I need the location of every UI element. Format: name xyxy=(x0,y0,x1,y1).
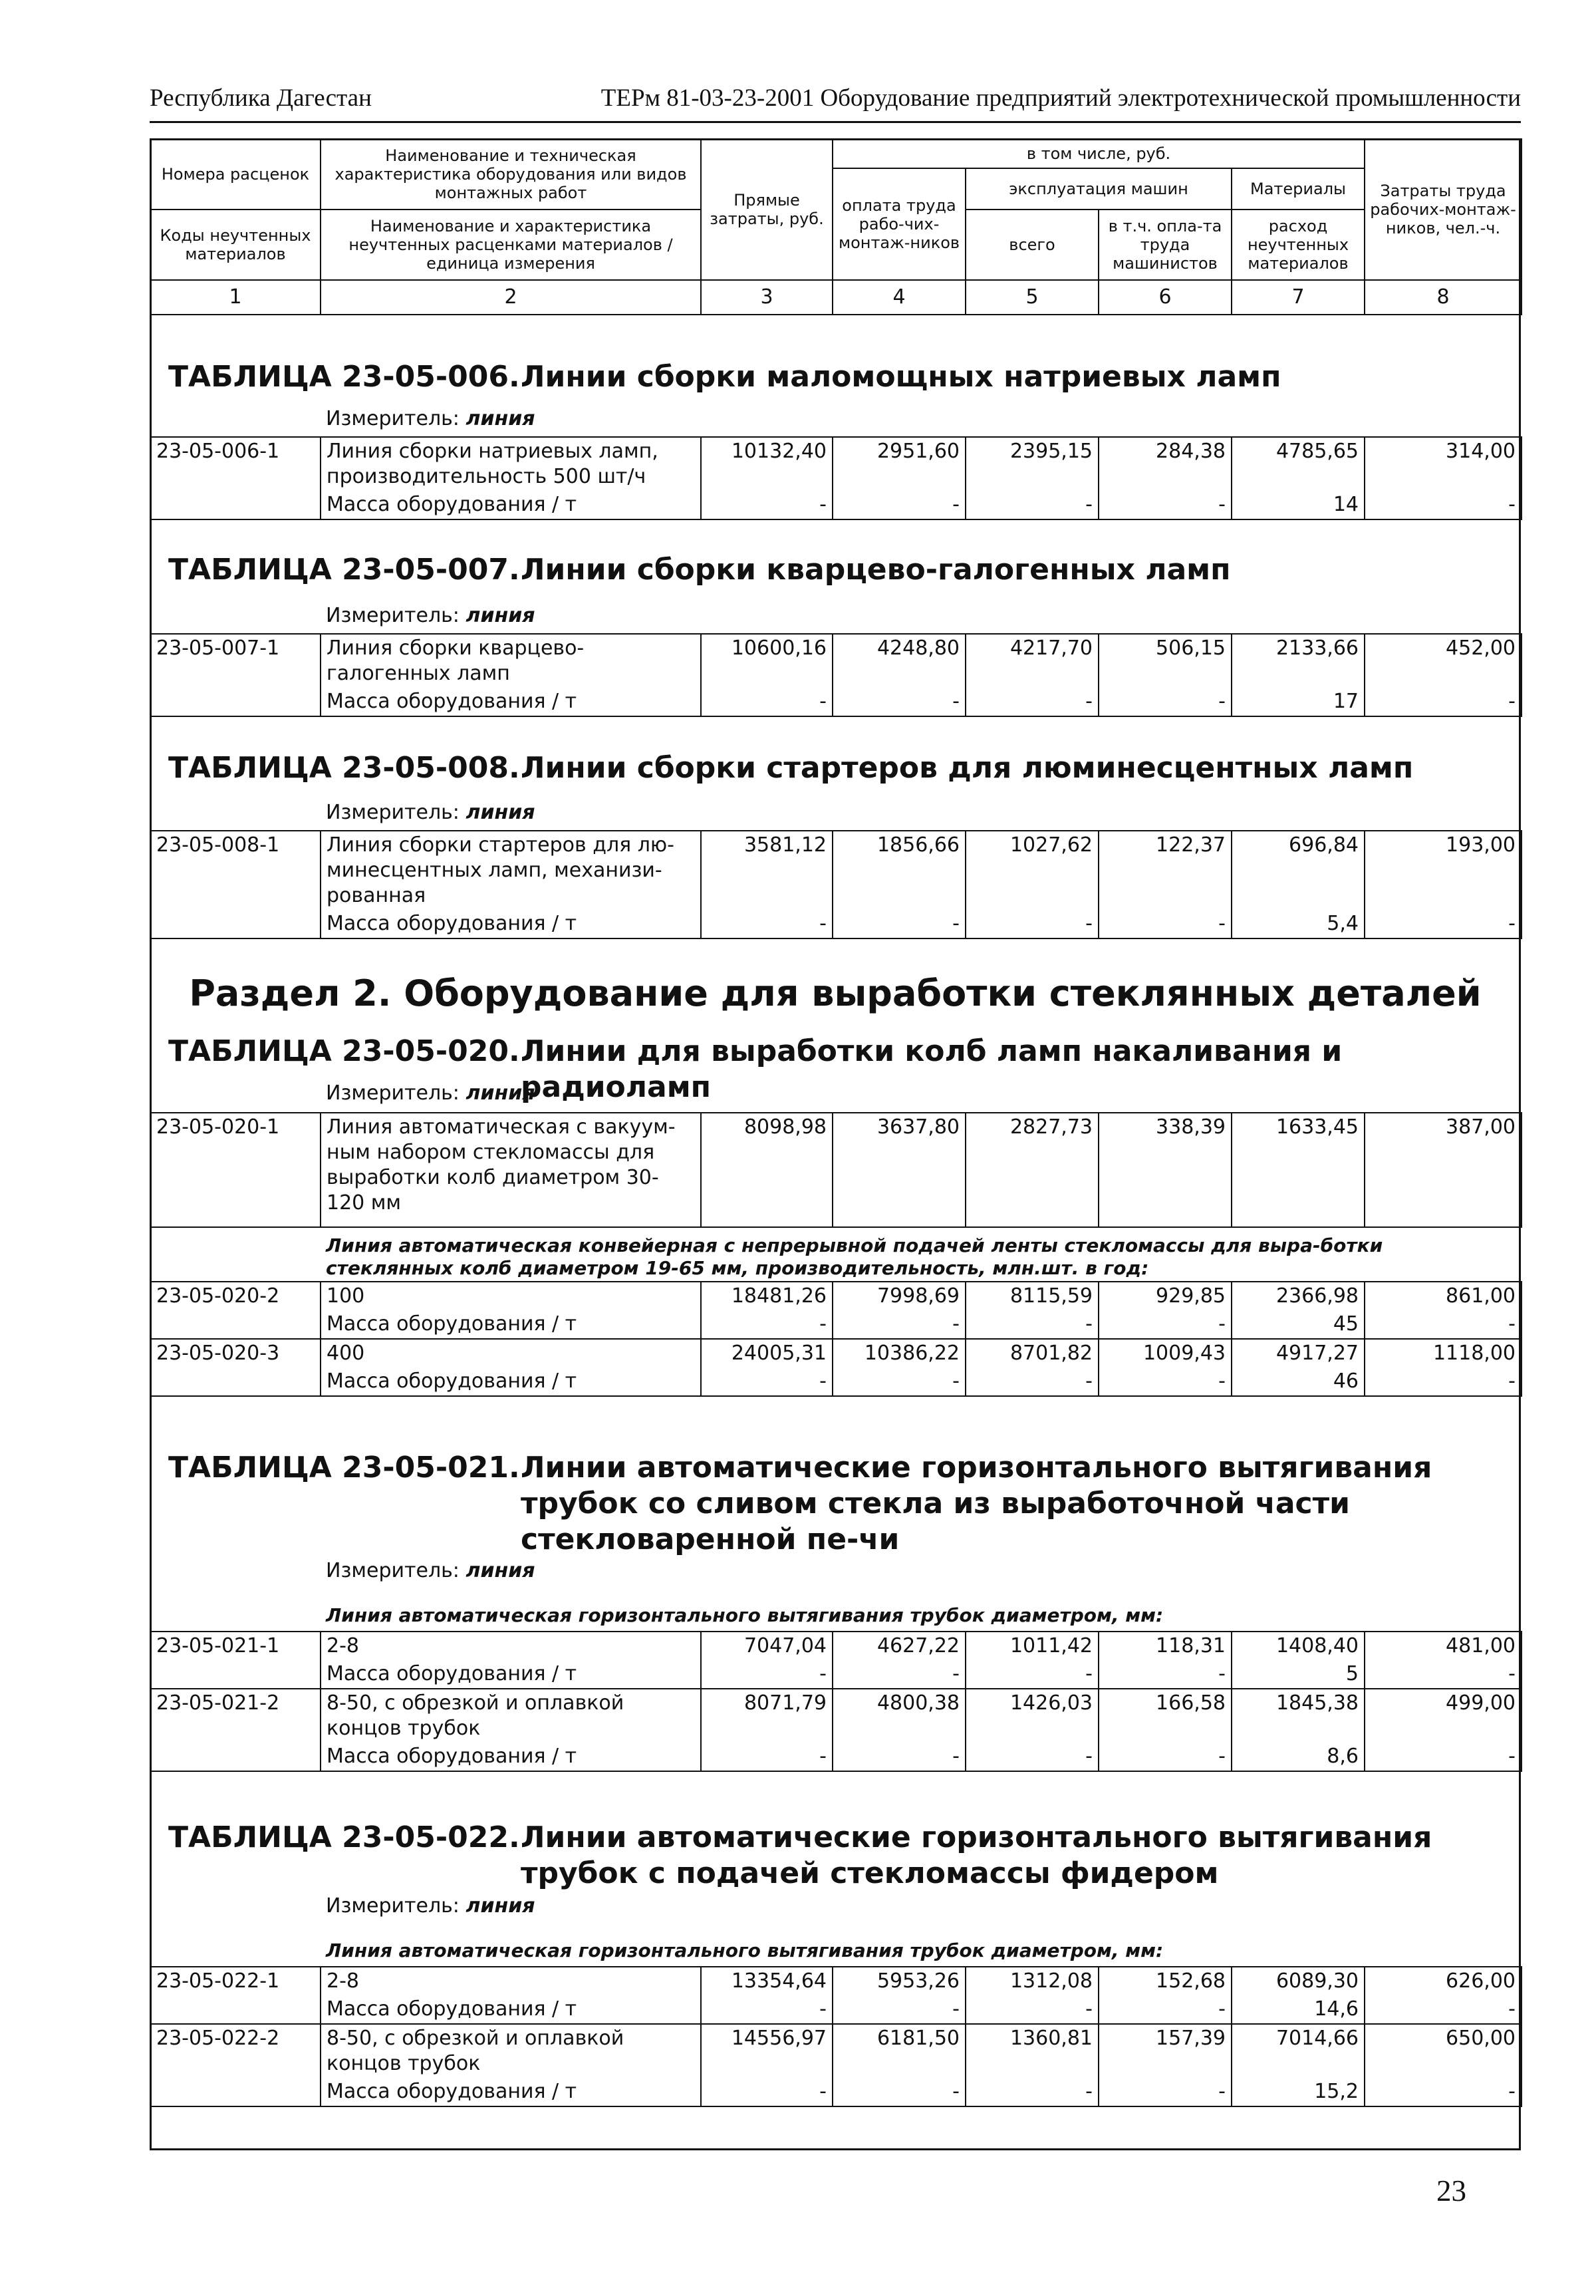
cell: 157,39 xyxy=(1099,2024,1232,2078)
cell: 626,00 xyxy=(1365,1967,1522,1995)
table-caption xyxy=(168,750,1414,786)
cell: - xyxy=(966,1367,1099,1396)
table-label: ТАБЛИЦА 23-05-021. xyxy=(168,1451,520,1485)
unit-value: линия xyxy=(466,801,535,824)
unit-line xyxy=(326,1559,535,1582)
cell: 929,85 xyxy=(1099,1282,1232,1310)
cell: - xyxy=(1365,1367,1522,1396)
row-name: 2-8 xyxy=(321,1632,701,1660)
row-name: 400 xyxy=(321,1339,701,1367)
cell: 8,6 xyxy=(1232,1743,1365,1771)
hdr-col1-bottom: Коды неучтенных материалов xyxy=(150,210,321,280)
row-name: 8-50, с обрезкой и оплавкой концов трубок xyxy=(321,2024,701,2078)
cell: - xyxy=(966,1995,1099,2024)
row-name: 100 xyxy=(321,1282,701,1310)
cell: 1856,66 xyxy=(833,831,966,910)
cell: - xyxy=(1365,688,1522,716)
cell: - xyxy=(1365,1660,1522,1689)
cell: - xyxy=(701,1310,833,1339)
hdr-num: 6 xyxy=(1099,280,1232,315)
cell: 1845,38 xyxy=(1232,1689,1365,1743)
row-code: 23-05-020-1 xyxy=(150,1113,321,1227)
cell: 24005,31 xyxy=(701,1339,833,1367)
data-table xyxy=(150,1631,1522,1772)
cell: - xyxy=(1365,491,1522,519)
unit-value: линия xyxy=(466,1894,535,1918)
table-caption xyxy=(168,1450,1432,1556)
row-code: 23-05-021-2 xyxy=(150,1689,321,1743)
row-code: 23-05-020-3 xyxy=(150,1339,321,1367)
cell: 2133,66 xyxy=(1232,634,1365,688)
cell: 3637,80 xyxy=(833,1113,966,1227)
cell: 1408,40 xyxy=(1232,1632,1365,1660)
cell: - xyxy=(833,1743,966,1771)
cell: 8115,59 xyxy=(966,1282,1099,1310)
row-code xyxy=(150,688,321,716)
cell: - xyxy=(701,1743,833,1771)
cell: 4917,27 xyxy=(1232,1339,1365,1367)
cell: 650,00 xyxy=(1365,2024,1522,2078)
table-title: Линии автоматические горизонтального вытягивания трубок с подачей стекломассы фидером xyxy=(521,1820,1432,1890)
mass-label: Масса оборудования / т xyxy=(321,2078,701,2106)
cell: 152,68 xyxy=(1099,1967,1232,1995)
cell: 18481,26 xyxy=(701,1282,833,1310)
table-caption xyxy=(168,552,1231,588)
hdr-num: 1 xyxy=(150,280,321,315)
hdr-group: в том числе, руб. xyxy=(833,139,1365,168)
row-code: 23-05-006-1 xyxy=(150,437,321,491)
cell: 118,31 xyxy=(1099,1632,1232,1660)
cell: 4217,70 xyxy=(966,634,1099,688)
cell: - xyxy=(966,910,1099,938)
data-table xyxy=(150,633,1522,717)
cell: 314,00 xyxy=(1365,437,1522,491)
cell: 10132,40 xyxy=(701,437,833,491)
table-caption xyxy=(168,1820,1432,1890)
hdr-col7-top: Материалы xyxy=(1232,168,1365,210)
cell: - xyxy=(701,688,833,716)
table-title: Линии автоматические горизонтального вытягивания трубок со сливом стекла из выработочной части стекловаренной пе-чи xyxy=(521,1451,1432,1556)
table-label: ТАБЛИЦА 23-05-008. xyxy=(168,751,520,785)
cell: 10600,16 xyxy=(701,634,833,688)
mass-label: Масса оборудования / т xyxy=(321,910,701,938)
row-code: 23-05-022-1 xyxy=(150,1967,321,1995)
cell: 1426,03 xyxy=(966,1689,1099,1743)
cell: - xyxy=(1365,1743,1522,1771)
cell: 7047,04 xyxy=(701,1632,833,1660)
table-label: ТАБЛИЦА 23-05-020. xyxy=(168,1034,520,1068)
unit-line xyxy=(326,1081,535,1105)
table-title: Линии для выработки колб ламп накаливания и радиоламп xyxy=(521,1034,1343,1104)
cell: 4627,22 xyxy=(833,1632,966,1660)
cell: - xyxy=(1099,1995,1232,2024)
cell: 45 xyxy=(1232,1310,1365,1339)
table-caption xyxy=(168,359,1281,395)
cell: - xyxy=(966,688,1099,716)
cell: 4248,80 xyxy=(833,634,966,688)
hdr-num: 5 xyxy=(966,280,1099,315)
cell: 17 xyxy=(1232,688,1365,716)
cell: 122,37 xyxy=(1099,831,1232,910)
cell: 5,4 xyxy=(1232,910,1365,938)
unit-label: Измеритель: xyxy=(326,1559,460,1582)
cell: - xyxy=(966,2078,1099,2106)
cell: - xyxy=(833,1310,966,1339)
cell: - xyxy=(966,1743,1099,1771)
cell: 7014,66 xyxy=(1232,2024,1365,2078)
hdr-num: 2 xyxy=(321,280,701,315)
cell: 1312,08 xyxy=(966,1967,1099,1995)
cell: 5 xyxy=(1232,1660,1365,1689)
cell: - xyxy=(701,1367,833,1396)
cell: 387,00 xyxy=(1365,1113,1522,1227)
row-name: 2-8 xyxy=(321,1967,701,1995)
mass-label: Масса оборудования / т xyxy=(321,688,701,716)
row-name: Линия сборки натриевых ламп, производительность 500 шт/ч xyxy=(321,437,701,491)
data-table xyxy=(150,1112,1522,1228)
row-code xyxy=(150,1367,321,1396)
hdr-num: 3 xyxy=(701,280,833,315)
table-title: Линии сборки стартеров для люминесцентных ламп xyxy=(521,751,1414,785)
cell: - xyxy=(701,1660,833,1689)
cell: - xyxy=(701,491,833,519)
hdr-col5: всего xyxy=(966,210,1099,280)
data-table xyxy=(150,436,1522,520)
cell: - xyxy=(1365,1310,1522,1339)
row-code xyxy=(150,2078,321,2106)
table-title: Линии сборки маломощных натриевых ламп xyxy=(521,360,1281,394)
cell: 284,38 xyxy=(1099,437,1232,491)
cell: 46 xyxy=(1232,1367,1365,1396)
table-label: ТАБЛИЦА 23-05-007. xyxy=(168,553,520,587)
cell: 2395,15 xyxy=(966,437,1099,491)
row-code: 23-05-021-1 xyxy=(150,1632,321,1660)
cell: 2366,98 xyxy=(1232,1282,1365,1310)
cell: 1011,42 xyxy=(966,1632,1099,1660)
hdr-col2-top: Наименование и техническая характеристика оборудования или видов монтажных работ xyxy=(321,139,701,210)
unit-value: линия xyxy=(466,1081,535,1105)
cell: - xyxy=(966,1660,1099,1689)
cell: - xyxy=(1099,1660,1232,1689)
cell: 1118,00 xyxy=(1365,1339,1522,1367)
header-left: Республика Дагестан xyxy=(150,84,372,112)
row-code xyxy=(150,1310,321,1339)
subheading: Линия автоматическая горизонтального вытягивания трубок диаметром, мм: xyxy=(326,1939,1164,1961)
cell: - xyxy=(1099,688,1232,716)
unit-line xyxy=(326,801,535,824)
subheading: Линия автоматическая горизонтального вытягивания трубок диаметром, мм: xyxy=(326,1604,1164,1626)
hdr-col5-group: эксплуатация машин xyxy=(966,168,1232,210)
cell: 8071,79 xyxy=(701,1689,833,1743)
cell: 166,58 xyxy=(1099,1689,1232,1743)
cell: - xyxy=(1099,491,1232,519)
cell: 8098,98 xyxy=(701,1113,833,1227)
cell: 14556,97 xyxy=(701,2024,833,2078)
cell: - xyxy=(1099,1367,1232,1396)
hdr-col8: Затраты труда рабочих-монтаж-ников, чел.-ч. xyxy=(1365,139,1522,280)
cell: - xyxy=(833,688,966,716)
row-code xyxy=(150,491,321,519)
cell: 861,00 xyxy=(1365,1282,1522,1310)
cell: - xyxy=(1365,1995,1522,2024)
cell: - xyxy=(1099,1743,1232,1771)
hdr-num: 7 xyxy=(1232,280,1365,315)
cell: - xyxy=(833,2078,966,2106)
column-header-table xyxy=(150,138,1522,315)
cell: 338,39 xyxy=(1099,1113,1232,1227)
cell: 10386,22 xyxy=(833,1339,966,1367)
table-title: Линии сборки кварцево-галогенных ламп xyxy=(521,553,1231,587)
cell: - xyxy=(1099,910,1232,938)
hdr-num: 8 xyxy=(1365,280,1522,315)
hdr-col4: оплата труда рабо-чих-монтаж-ников xyxy=(833,168,966,280)
running-header xyxy=(150,74,1521,123)
unit-value: линия xyxy=(466,1559,535,1582)
mass-label: Масса оборудования / т xyxy=(321,491,701,519)
cell: - xyxy=(701,910,833,938)
hdr-col2-bottom: Наименование и характеристика неучтенных расценками материалов / единица измерения xyxy=(321,210,701,280)
cell: - xyxy=(833,910,966,938)
cell: - xyxy=(966,1310,1099,1339)
row-name: Линия сборки стартеров для лю-минесцентных ламп, механизи-рованная xyxy=(321,831,701,910)
cell: - xyxy=(701,1995,833,2024)
unit-line xyxy=(326,407,535,430)
row-code xyxy=(150,910,321,938)
mass-label: Масса оборудования / т xyxy=(321,1660,701,1689)
cell: - xyxy=(1365,910,1522,938)
unit-line xyxy=(326,1894,535,1918)
row-name: Линия сборки кварцево-галогенных ламп xyxy=(321,634,701,688)
cell: - xyxy=(833,1660,966,1689)
mass-label: Масса оборудования / т xyxy=(321,1995,701,2024)
hdr-col3: Прямые затраты, руб. xyxy=(701,139,833,280)
hdr-col6: в т.ч. опла-та труда машинистов xyxy=(1099,210,1232,280)
data-table xyxy=(150,1966,1522,2107)
cell: 193,00 xyxy=(1365,831,1522,910)
mass-label: Масса оборудования / т xyxy=(321,1310,701,1339)
page-number: 23 xyxy=(1436,2174,1466,2208)
header-right: ТЕРм 81-03-23-2001 Оборудование предприятий электротехнической промышленности xyxy=(600,84,1521,112)
data-table xyxy=(150,830,1522,939)
cell: - xyxy=(1099,2078,1232,2106)
row-code xyxy=(150,1660,321,1689)
cell: 506,15 xyxy=(1099,634,1232,688)
cell: 452,00 xyxy=(1365,634,1522,688)
cell: 1009,43 xyxy=(1099,1339,1232,1367)
cell: - xyxy=(833,491,966,519)
mass-label: Масса оборудования / т xyxy=(321,1367,701,1396)
unit-line xyxy=(326,604,535,627)
cell: 1027,62 xyxy=(966,831,1099,910)
cell: 8701,82 xyxy=(966,1339,1099,1367)
row-code xyxy=(150,1995,321,2024)
cell: 6181,50 xyxy=(833,2024,966,2078)
cell: 14 xyxy=(1232,491,1365,519)
hdr-col1-top: Номера расценок xyxy=(150,139,321,210)
unit-label: Измеритель: xyxy=(326,604,460,627)
row-code: 23-05-007-1 xyxy=(150,634,321,688)
cell: - xyxy=(1365,2078,1522,2106)
cell: 13354,64 xyxy=(701,1967,833,1995)
cell: 696,84 xyxy=(1232,831,1365,910)
cell: 2827,73 xyxy=(966,1113,1099,1227)
unit-label: Измеритель: xyxy=(326,1081,460,1105)
cell: 1633,45 xyxy=(1232,1113,1365,1227)
row-code: 23-05-008-1 xyxy=(150,831,321,910)
cell: 499,00 xyxy=(1365,1689,1522,1743)
subheading: Линия автоматическая конвейерная с непрерывной подачей ленты стекломассы для выра-ботки стеклянных колб диаметром 19-65 мм, производительность, млн.шт. в год: xyxy=(326,1234,1383,1279)
data-table xyxy=(150,1281,1522,1397)
cell: - xyxy=(701,2078,833,2106)
cell: 2951,60 xyxy=(833,437,966,491)
table-label: ТАБЛИЦА 23-05-006. xyxy=(168,360,520,394)
hdr-col7-bottom: расход неучтенных материалов xyxy=(1232,210,1365,280)
cell: 4785,65 xyxy=(1232,437,1365,491)
cell: 4800,38 xyxy=(833,1689,966,1743)
row-name: Линия автоматическая с вакуум-ным набором стекломассы для выработки колб диаметром 30-120 мм xyxy=(321,1113,701,1227)
cell: 15,2 xyxy=(1232,2078,1365,2106)
cell: 7998,69 xyxy=(833,1282,966,1310)
table-label: ТАБЛИЦА 23-05-022. xyxy=(168,1820,520,1854)
cell: 481,00 xyxy=(1365,1632,1522,1660)
row-code: 23-05-022-2 xyxy=(150,2024,321,2078)
mass-label: Масса оборудования / т xyxy=(321,1743,701,1771)
cell: - xyxy=(833,1995,966,2024)
unit-value: линия xyxy=(466,407,535,430)
hdr-num: 4 xyxy=(833,280,966,315)
cell: 5953,26 xyxy=(833,1967,966,1995)
section-title: Раздел 2. Оборудование для выработки стеклянных деталей xyxy=(189,972,1482,1014)
row-code: 23-05-020-2 xyxy=(150,1282,321,1310)
unit-label: Измеритель: xyxy=(326,407,460,430)
cell: - xyxy=(966,491,1099,519)
cell: 1360,81 xyxy=(966,2024,1099,2078)
cell: 3581,12 xyxy=(701,831,833,910)
cell: - xyxy=(833,1367,966,1396)
cell: 6089,30 xyxy=(1232,1967,1365,1995)
row-code xyxy=(150,1743,321,1771)
unit-label: Измеритель: xyxy=(326,801,460,824)
cell: 14,6 xyxy=(1232,1995,1365,2024)
row-name: 8-50, с обрезкой и оплавкой концов трубок xyxy=(321,1689,701,1743)
unit-label: Измеритель: xyxy=(326,1894,460,1918)
cell: - xyxy=(1099,1310,1232,1339)
unit-value: линия xyxy=(466,604,535,627)
